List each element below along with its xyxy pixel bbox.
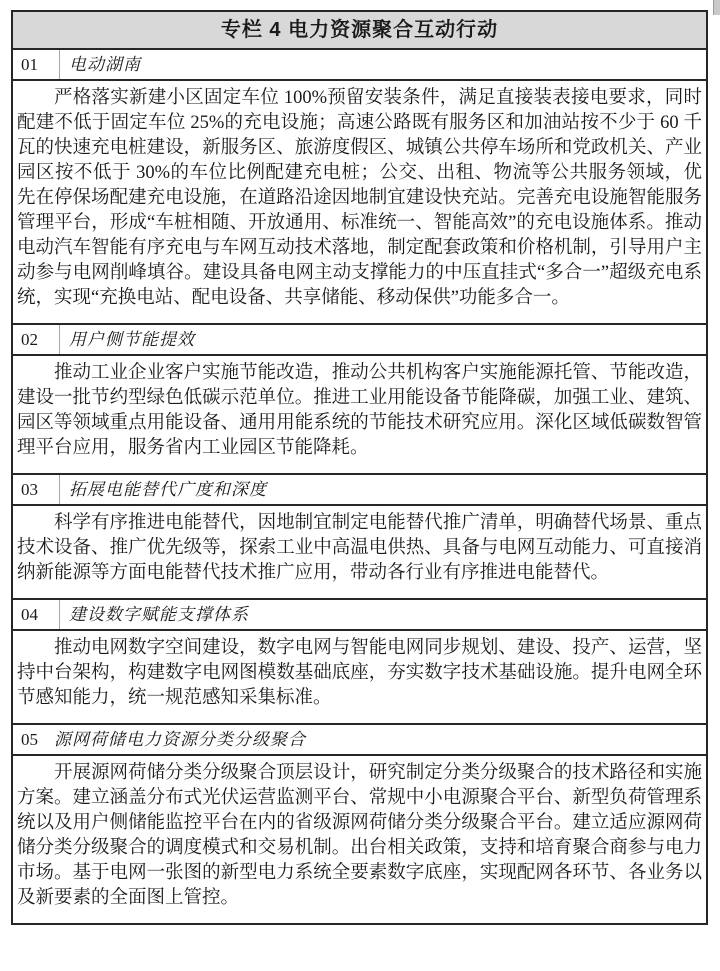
section-paragraph: 严格落实新建小区固定车位 100%预留安装条件，满足直接装表接电要求，同时配建不低于固定车位 25%的充电设施；高速公路既有服务区和加油站按不少于 60 千瓦的快速充电桩建设，新服务区、旅游度假区、城镇公共停车场所和党政机关、产业园区按不低于 30%的车位比例配建充电桩；公交、出租、物流等公共服务领域，优先在停保场配建充电设施，在道路沿途因地制宜建设快充站。完善充电设施智能服务管理平台，形成“车桩相随、开放通用、标准统一、智能高效”的充电设施体系。推动电动汽车智能有序充电与车网互动技术落地，制定配套政策和价格机制，引导用户主动参与电网削峰填谷。建设具备电网主动支撑能力的中压直挂式“多合一”超级充电系统，实现“充换电站、配电设备、共享储能、移动保供”功能多合一。	[17, 88, 702, 308]
section-paragraph: 推动工业企业客户实施节能改造，推动公共机构客户实施能源托管、节能改造，建设一批节约型绿色低碳示范单位。推进工业用能设备节能降碳，加强工业、建筑、园区等领域重点用能设备、通用用能系统的节能技术研究应用。深化区域低碳数智管理平台应用，服务省内工业园区节能降耗。	[17, 363, 702, 458]
section-05-header	[13, 725, 706, 756]
section-number: 01	[21, 55, 38, 74]
section-01-header	[13, 50, 706, 81]
section-paragraph: 推动电网数字空间建设，数字电网与智能电网同步规划、建设、投产、运营，坚持中台架构，构建数字电网图模数基础底座，夯实数字技术基础设施。提升电网全环节感知能力，统一规范感知采集标准。	[17, 638, 702, 708]
section-number: 02	[21, 330, 38, 349]
section-01-body	[13, 81, 706, 325]
section-03-body	[13, 506, 706, 600]
section-03-header	[13, 475, 706, 506]
policy-box-table	[11, 10, 708, 925]
section-number: 03	[21, 480, 38, 499]
section-heading: 用户侧节能提效	[59, 325, 706, 354]
section-04-body	[13, 631, 706, 725]
section-paragraph: 开展源网荷储分类分级聚合顶层设计，研究制定分类分级聚合的技术路径和实施方案。建立涵盖分布式光伏运营监测平台、常规中小电源聚合平台、新型负荷管理系统以及用户侧储能监控平台在内的省级源网荷储分类分级聚合平台。建立适应源网荷储分类分级聚合的调度模式和交易机制。出台相关政策，支持和培育聚合商参与电力市场。基于电网一张图的新型电力系统全要素数字底座，实现配网各环节、各业务以及新要素的全面图上管控。	[17, 763, 702, 908]
section-heading: 电动湖南	[59, 50, 706, 79]
section-04-header	[13, 600, 706, 631]
box-title: 专栏 4 电力资源聚合互动行动	[13, 12, 706, 50]
section-heading: 建设数字赋能支撑体系	[59, 600, 706, 629]
section-02-header	[13, 325, 706, 356]
section-heading: 拓展电能替代广度和深度	[59, 475, 706, 504]
section-number: 04	[21, 605, 38, 624]
scrollbar-fragment[interactable]	[713, 0, 720, 15]
section-number: 05	[21, 730, 38, 749]
section-paragraph: 科学有序推进电能替代，因地制宜制定电能替代推广清单，明确替代场景、重点技术设备、推广优先级等，探索工业中高温电供热、具备与电网互动能力、可直接消纳新能源等方面电能替代技术推广应用，带动各行业有序推进电能替代。	[17, 513, 702, 583]
section-02-body	[13, 356, 706, 475]
section-05-body	[13, 756, 706, 923]
section-heading: 源网荷储电力资源分类分级聚合	[54, 730, 306, 749]
